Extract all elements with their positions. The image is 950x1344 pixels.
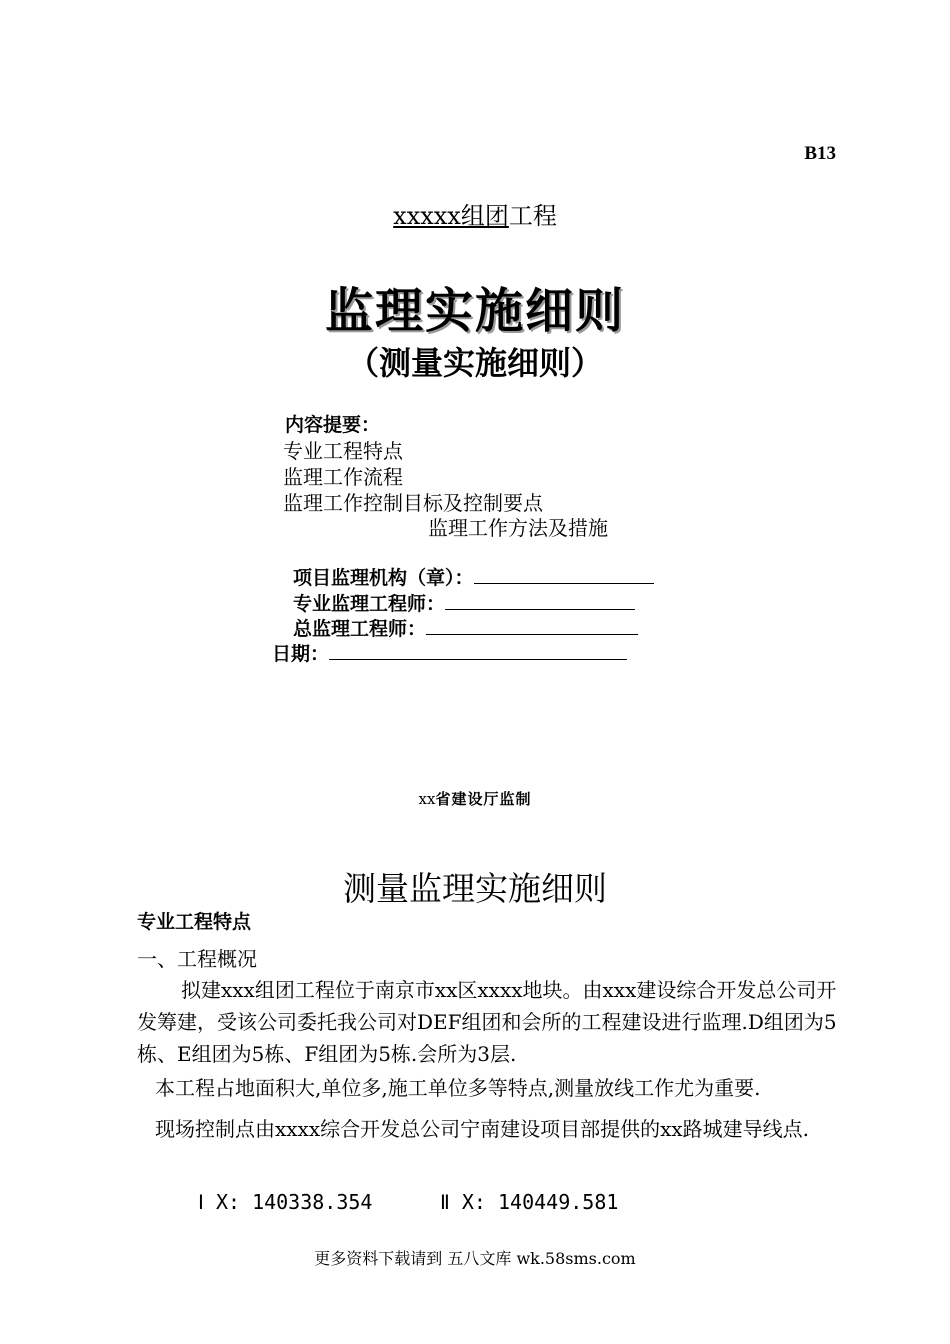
paragraph-control-points: 现场控制点由xxxx综合开发总公司宁南建设项目部提供的xx路城建导线点. [155, 1117, 810, 1141]
issuer-prefix: xx [418, 790, 436, 808]
signature-specialist-label: 专业监理工程师： [293, 593, 446, 615]
issuer-text: 省建设厅监制 [435, 790, 532, 808]
sub-title: （测量实施细则） [346, 344, 603, 382]
summary-item: 监理工作控制目标及控制要点 [283, 491, 543, 515]
body-title: 测量监理实施细则 [343, 869, 607, 908]
signature-agency [293, 563, 654, 590]
footer-link[interactable]: 更多资料下载请到 五八文库 wk.58sms.com [314, 1249, 636, 1268]
signature-specialist [293, 589, 635, 616]
signature-date-line[interactable] [329, 641, 627, 660]
summary-item: 监理工作方法及措施 [428, 516, 608, 540]
signature-date [272, 639, 627, 666]
summary-item: 监理工作流程 [283, 465, 403, 489]
signature-chief-label: 总监理工程师： [293, 618, 427, 640]
signature-date-label: 日期： [272, 643, 330, 665]
paragraph-overview: 拟建xxx组团工程位于南京市xx区xxxx地块。由xxx建设综合开发总公司开发筹建，受该公司委托我公司对DEF组团和会所的工程建设进行监理.D组团为5栋、E组团为5栋、F组团为5栋.会所为3层. [137, 978, 837, 1066]
document-code: B13 [804, 143, 836, 164]
subsection-heading: 一、工程概况 [137, 947, 257, 971]
signature-specialist-line[interactable] [445, 591, 635, 610]
project-name [0, 196, 950, 231]
section-heading: 专业工程特点 [137, 911, 252, 933]
control-point-1: Ⅰ X: 140338.354 [198, 1190, 373, 1214]
main-title: 监理实施细则 [324, 283, 625, 339]
signature-agency-label: 项目监理机构（章）： [293, 567, 474, 589]
project-name-rest: 工程 [508, 202, 557, 230]
summary-item: 专业工程特点 [283, 439, 403, 463]
signature-chief [293, 614, 638, 641]
summary-label: 内容提要： [285, 414, 381, 436]
paragraph-features: 本工程占地面积大,单位多,施工单位多等特点,测量放线工作尤为重要. [155, 1076, 761, 1100]
signature-chief-line[interactable] [426, 616, 638, 635]
project-name-underlined: xxxxx组团 [393, 202, 509, 230]
control-point-2: Ⅱ X: 140449.581 [440, 1190, 619, 1214]
issuer [0, 788, 950, 809]
signature-agency-line[interactable] [474, 565, 654, 584]
